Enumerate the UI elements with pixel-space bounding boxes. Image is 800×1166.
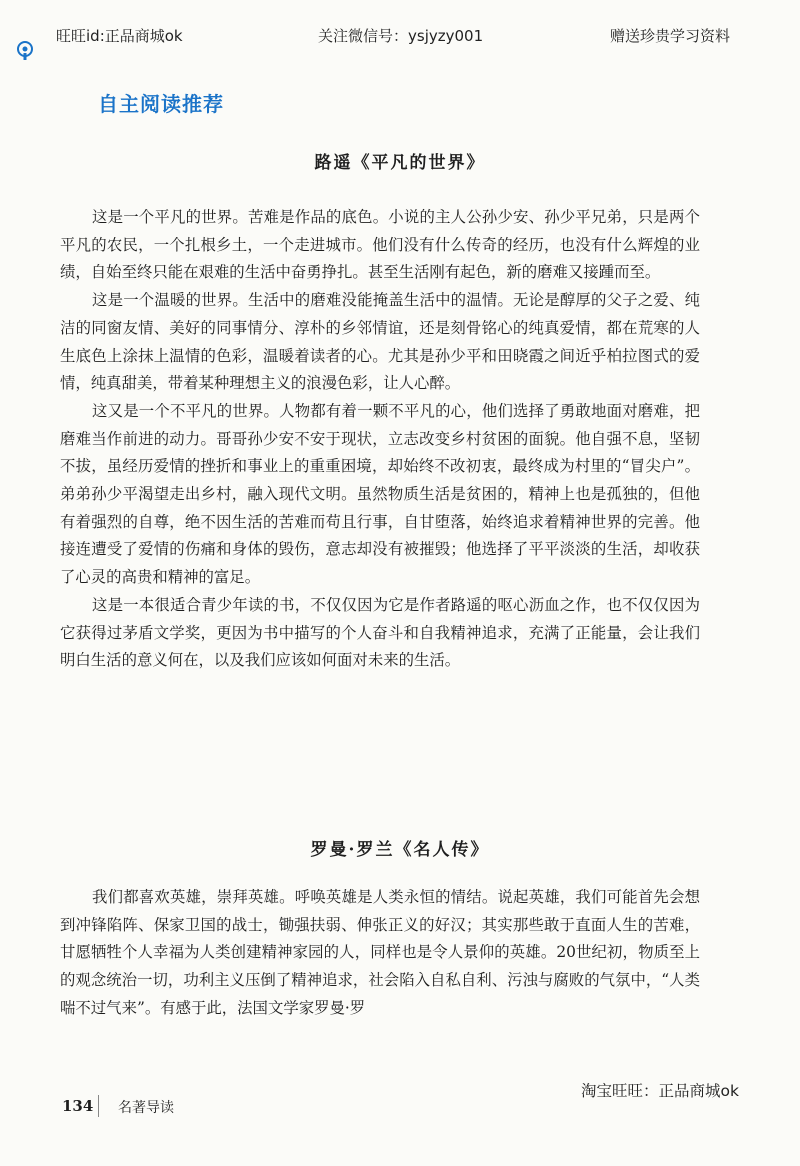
watermark-left: 旺旺id:正品商城ok xyxy=(56,27,183,45)
article-famous-lives xyxy=(60,884,700,1023)
paragraph: 这是一本很适合青少年读的书，不仅仅因为它是作者路遥的呕心沥血之作，也不仅仅因为它获得过茅盾文学奖，更因为书中描写的个人奋斗和自我精神追求，充满了正能量，会让我们明白生活的意义何在，以及我们应该如何面对未来的生活。 xyxy=(60,595,700,670)
paragraph: 这又是一个不平凡的世界。人物都有着一颗不平凡的心，他们选择了勇敢地面对磨难，把磨难当作前进的动力。哥哥孙少安不安于现状，立志改变乡村贫困的面貌。他自强不息，坚韧不拔，虽经历爱情的挫折和事业上的重重困境，却始终不改初衷，最终成为村里的“冒尖户”。弟弟孙少平渴望走出乡村，融入现代文明。虽然物质生活是贫困的，精神上也是孤独的，但他有着强烈的自尊，绝不因生活的苦难而苟且行事，自甘堕落，始终追求着精神世界的完善。他接连遭受了爱情的伤痛和身体的毁伤，意志却没有被摧毁；他选择了平平淡淡的生活，却收获了心灵的高贵和精神的富足。 xyxy=(60,401,700,587)
book-title-ordinary-world: 路遥《平凡的世界》 xyxy=(314,153,486,173)
paragraph: 我们都喜欢英雄，崇拜英雄。呼唤英雄是人类永恒的情结。说起英雄，我们可能首先会想到冲锋陷阵、保家卫国的战士，锄强扶弱、伸张正义的好汉；其实那些敢于直面人生的苦难，甘愿牺牲个人幸福为人类创建精神家园的人，同样也是令人景仰的英雄。20世纪初，物质至上的观念统治一切，功利主义压倒了精神追求，社会陷入自私自利、污浊与腐败的气氛中，“人类喘不过气来”。有感于此，法国文学家罗曼·罗 xyxy=(60,888,700,1017)
section-heading: 自主阅读推荐 xyxy=(98,92,224,116)
watermark-bottom: 淘宝旺旺：正品商城ok xyxy=(581,1082,739,1100)
article-ordinary-world xyxy=(60,204,700,675)
footer-divider xyxy=(98,1095,99,1117)
paragraph: 这是一个温暖的世界。生活中的磨难没能掩盖生活中的温情。无论是醇厚的父子之爱、纯洁的同窗友情、美好的同事情分、淳朴的乡邻情谊，还是刻骨铭心的纯真爱情，都在荒寒的人生底色上涂抹上温情的色彩，温暖着读者的心。尤其是孙少平和田晓霞之间近乎柏拉图式的爱情，纯真甜美，带着某种理想主义的浪漫色彩，让人心醉。 xyxy=(60,291,700,393)
page-number: 134 xyxy=(62,1097,94,1115)
paragraph: 这是一个平凡的世界。苦难是作品的底色。小说的主人公孙少安、孙少平兄弟，只是两个平凡的农民，一个扎根乡土，一个走进城市。他们没有什么传奇的经历，也没有什么辉煌的业绩，自始至终只能在艰难的生活中奋勇挣扎。甚至生活刚有起色，新的磨难又接踵而至。 xyxy=(60,208,700,282)
watermark-center: 关注微信号：ysjyzy001 xyxy=(318,27,484,45)
footer-book-label: 名著导读 xyxy=(118,1100,174,1116)
watermark-right: 赠送珍贵学习资料 xyxy=(610,27,731,45)
book-title-famous-lives: 罗曼·罗兰《名人传》 xyxy=(310,840,490,860)
reading-logo-icon xyxy=(14,40,36,62)
